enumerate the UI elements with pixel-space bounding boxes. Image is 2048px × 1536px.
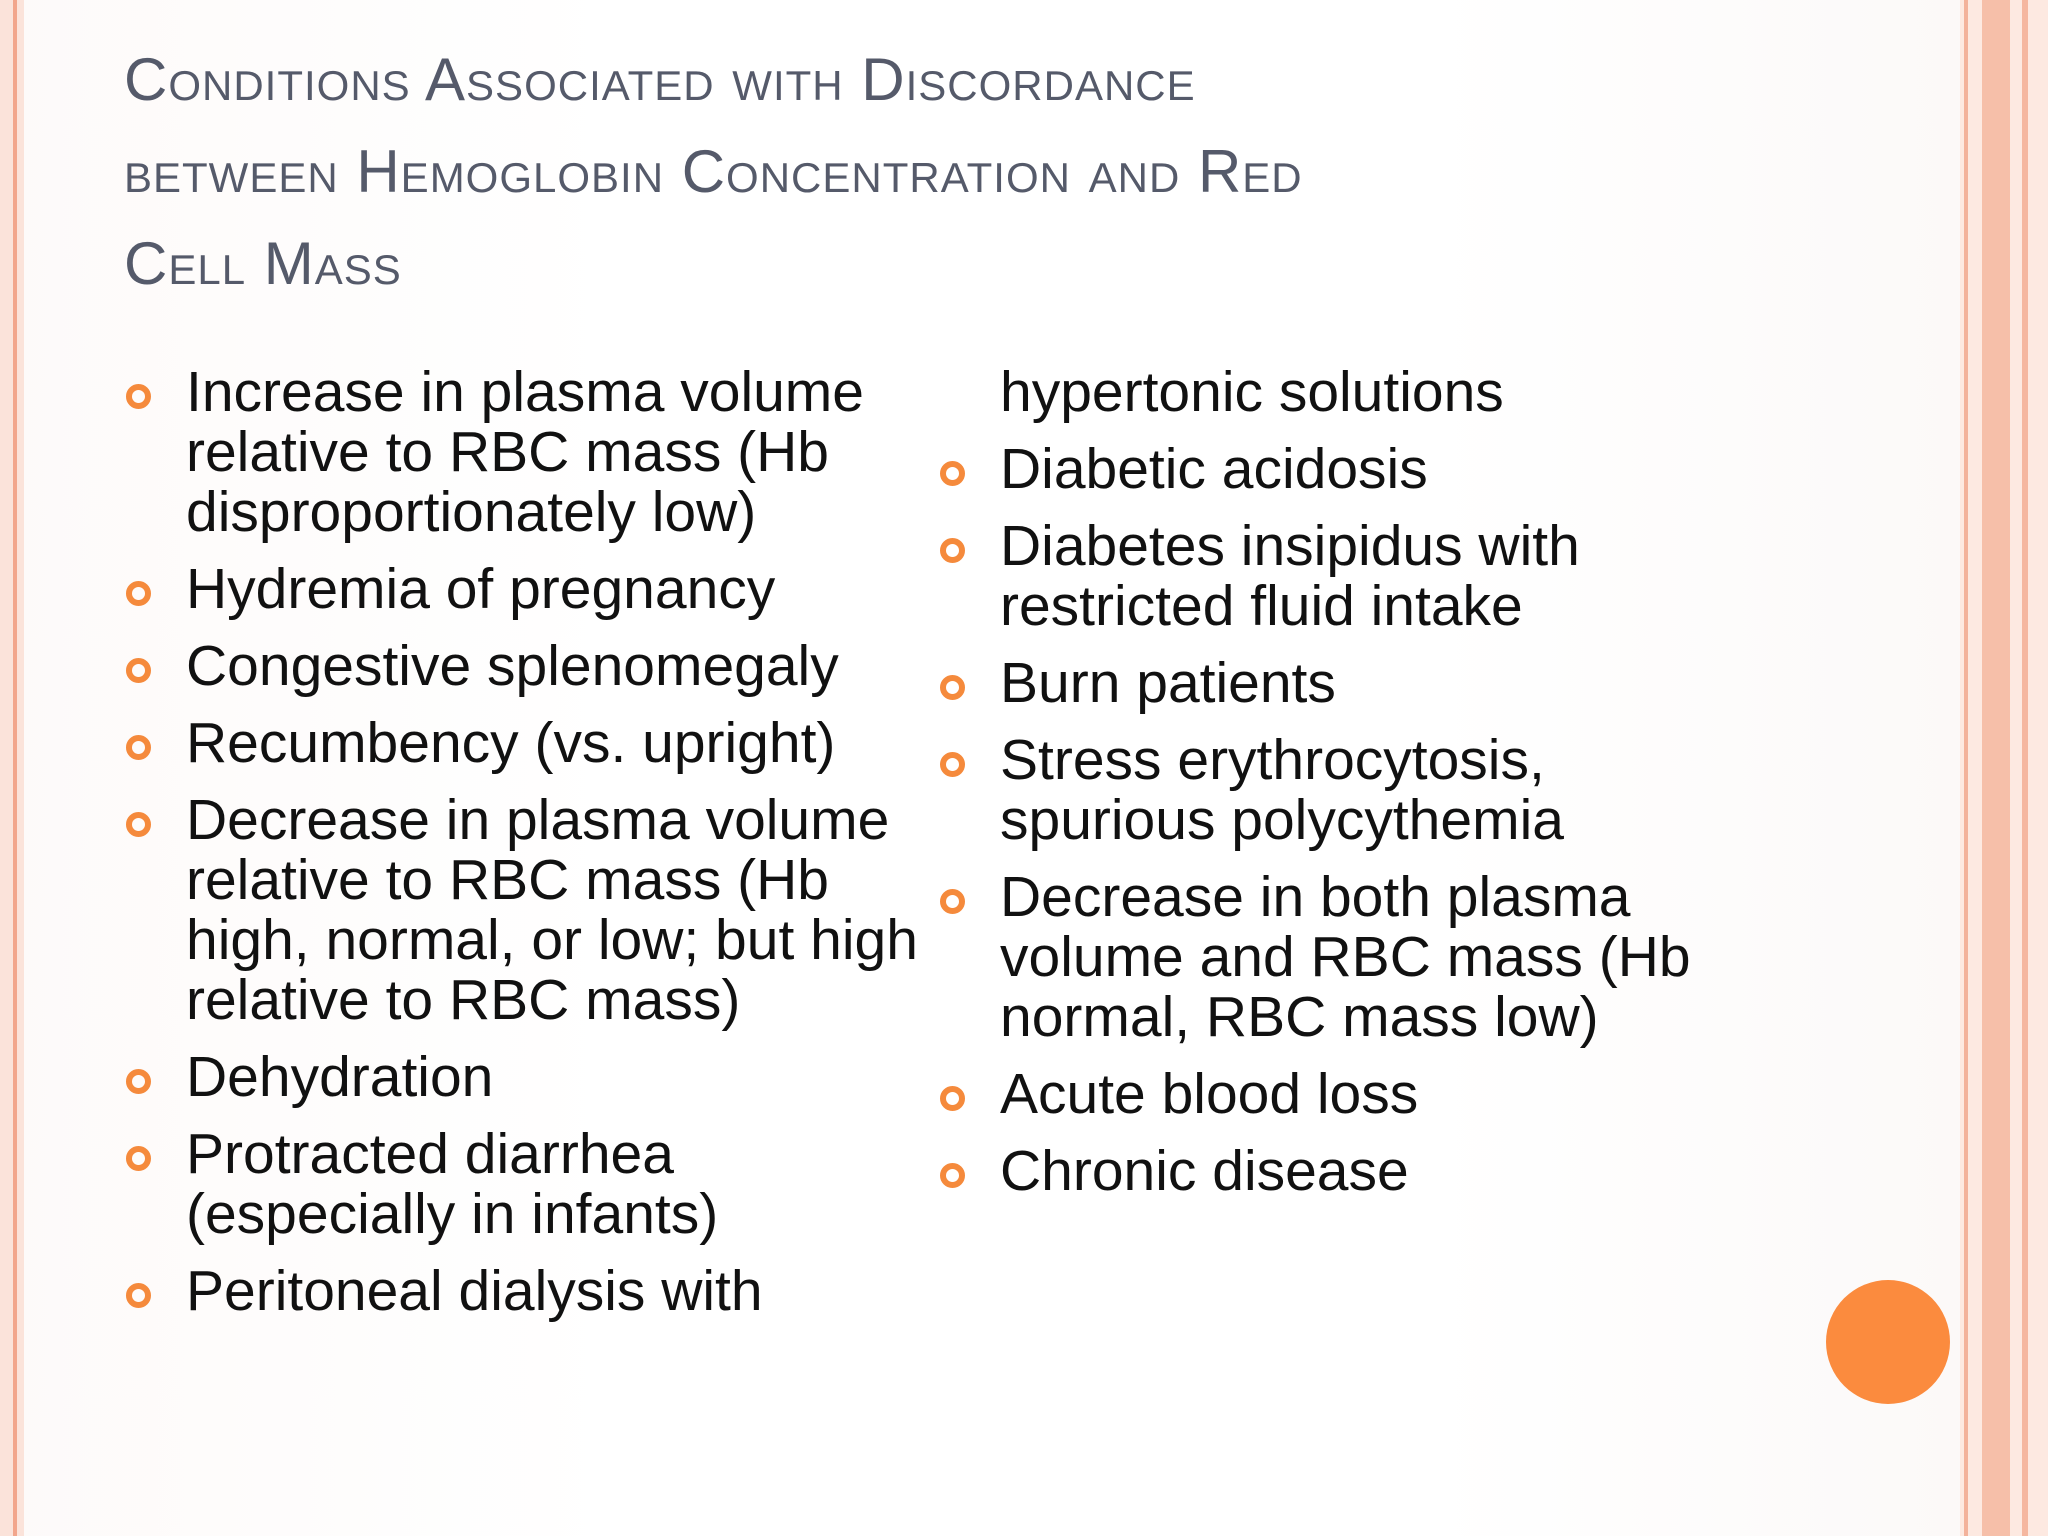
circle-bullet-icon bbox=[126, 581, 151, 606]
list-item bbox=[126, 1124, 946, 1244]
list-item-text: Diabetes insipidus with restricted fluid intake bbox=[1000, 514, 1580, 638]
list-item bbox=[126, 559, 946, 619]
circle-bullet-icon bbox=[940, 1163, 965, 1188]
right-border-line bbox=[1964, 0, 1968, 1536]
list-item bbox=[126, 713, 946, 773]
circle-bullet-icon bbox=[126, 1069, 151, 1094]
list-item-text: Recumbency (vs. upright) bbox=[186, 711, 836, 775]
list-item bbox=[126, 636, 946, 696]
list-item-text: Decrease in both plasma volume and RBC mass (Hb normal, RBC mass low) bbox=[1000, 865, 1691, 1049]
right-decorative-border bbox=[1960, 0, 2048, 1536]
circle-bullet-icon bbox=[940, 675, 965, 700]
list-item-text: Dehydration bbox=[186, 1045, 494, 1109]
list-item-text: Protracted diarrhea (especially in infants) bbox=[186, 1122, 719, 1246]
circle-bullet-icon bbox=[126, 812, 151, 837]
slide-title: Conditions Associated with Discordance between Hemoglobin Concentration and Red Cell Mass bbox=[124, 46, 1303, 297]
list-item bbox=[940, 516, 1760, 636]
right-bullet-list bbox=[940, 362, 1760, 1218]
list-item-text: Peritoneal dialysis with bbox=[186, 1259, 763, 1323]
list-item bbox=[940, 730, 1760, 850]
circle-bullet-icon bbox=[126, 1146, 151, 1171]
circle-bullet-icon bbox=[126, 658, 151, 683]
list-item bbox=[940, 867, 1760, 1047]
list-item-text: Hydremia of pregnancy bbox=[186, 557, 776, 621]
list-item-text: Decrease in plasma volume relative to RBC mass (Hb high, normal, or low; but high relative to RBC mass) bbox=[186, 788, 918, 1032]
list-item-text: Stress erythrocytosis, spurious polycythemia bbox=[1000, 728, 1564, 852]
list-item-text: Burn patients bbox=[1000, 651, 1336, 715]
list-item-text: Congestive splenomegaly bbox=[186, 634, 839, 698]
list-item-text: Increase in plasma volume relative to RBC mass (Hb disproportionately low) bbox=[186, 360, 864, 544]
left-decorative-border bbox=[0, 0, 24, 1536]
list-item-text: Chronic disease bbox=[1000, 1139, 1409, 1203]
list-item bbox=[940, 653, 1760, 713]
right-border-band bbox=[1982, 0, 2010, 1536]
list-item-continuation: hypertonic solutions bbox=[1000, 360, 1504, 424]
circle-bullet-icon bbox=[126, 1283, 151, 1308]
circle-bullet-icon bbox=[126, 735, 151, 760]
circle-bullet-icon bbox=[940, 538, 965, 563]
list-item bbox=[126, 790, 946, 1030]
orange-circle-decoration bbox=[1826, 1280, 1950, 1404]
list-item bbox=[126, 362, 946, 542]
circle-bullet-icon bbox=[940, 752, 965, 777]
circle-bullet-icon bbox=[940, 889, 965, 914]
list-item bbox=[940, 1064, 1760, 1124]
list-item-text: Acute blood loss bbox=[1000, 1062, 1419, 1126]
list-item-text: Diabetic acidosis bbox=[1000, 437, 1428, 501]
list-item bbox=[126, 1047, 946, 1107]
list-item bbox=[940, 439, 1760, 499]
right-border-line bbox=[2022, 0, 2028, 1536]
circle-bullet-icon bbox=[126, 384, 151, 409]
list-item bbox=[940, 1141, 1760, 1201]
circle-bullet-icon bbox=[940, 1086, 965, 1111]
left-bullet-list bbox=[126, 362, 946, 1338]
circle-bullet-icon bbox=[940, 461, 965, 486]
list-item bbox=[126, 1261, 946, 1321]
